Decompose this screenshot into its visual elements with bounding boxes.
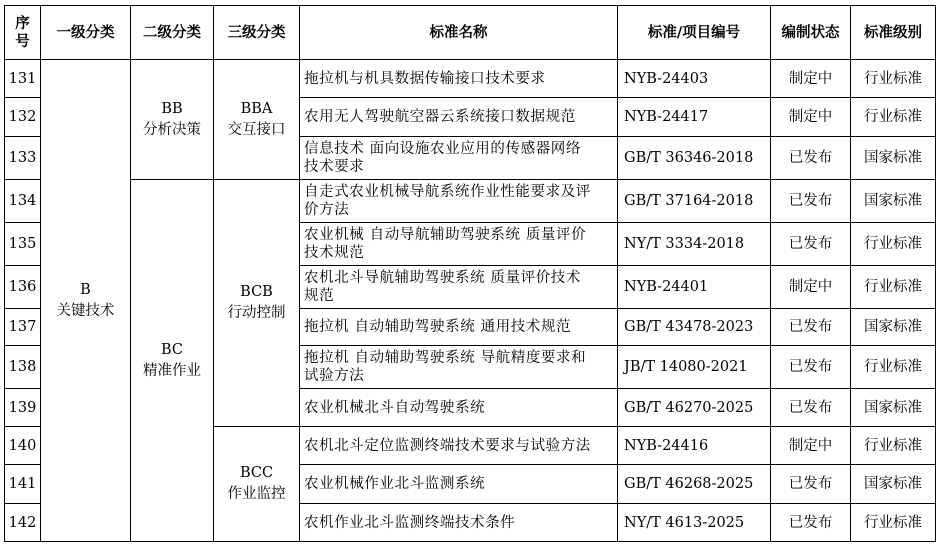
seq-cell: 136: [5, 266, 41, 309]
status-cell: 制定中: [771, 60, 851, 98]
table-row: [5, 180, 936, 223]
standard-code-cell: GB/T 37164-2018: [618, 180, 771, 223]
level1-code: B: [80, 281, 91, 298]
header-level1: 一级分类: [41, 6, 131, 60]
level2-category-cell: [131, 60, 214, 180]
standard-name-cell: 拖拉机与机具数据传输接口技术要求: [300, 60, 618, 98]
standard-code-cell: GB/T 36346-2018: [618, 137, 771, 180]
standard-name-cell: 拖拉机 自动辅助驾驶系统 通用技术规范: [300, 309, 618, 346]
standard-name-cell: 农机北斗定位监测终端技术要求与试验方法: [300, 427, 618, 465]
level3-name: 行动控制: [227, 305, 286, 321]
seq-cell: 142: [5, 504, 41, 542]
standard-code-cell: NYB-24416: [618, 427, 771, 465]
level3-category-cell: [214, 180, 300, 427]
table-row: [5, 60, 936, 98]
status-cell: 已发布: [771, 389, 851, 427]
seq-cell: 135: [5, 223, 41, 266]
status-cell: 已发布: [771, 504, 851, 542]
status-cell: 已发布: [771, 223, 851, 266]
standard-code-cell: NYB-24403: [618, 60, 771, 98]
standard-code-cell: GB/T 46270-2025: [618, 389, 771, 427]
header-code: 标准/项目编号: [618, 6, 771, 60]
level-cell: 国家标准: [851, 180, 936, 223]
status-cell: 已发布: [771, 465, 851, 504]
status-cell: 已发布: [771, 137, 851, 180]
seq-cell: 137: [5, 309, 41, 346]
standard-code-cell: NYB-24417: [618, 98, 771, 137]
standards-table: [4, 5, 936, 542]
level2-code: BC: [160, 341, 184, 358]
status-cell: 已发布: [771, 309, 851, 346]
header-name: 标准名称: [300, 6, 618, 60]
level-cell: 行业标准: [851, 60, 936, 98]
level-cell: 行业标准: [851, 223, 936, 266]
standard-name-cell: 农机作业北斗监测终端技术条件: [300, 504, 618, 542]
seq-cell: 140: [5, 427, 41, 465]
level2-category-cell: [131, 180, 214, 542]
level3-name: 作业监控: [227, 486, 286, 502]
level2-code: BB: [161, 100, 183, 117]
seq-cell: 141: [5, 465, 41, 504]
standard-code-cell: JB/T 14080-2021: [618, 346, 771, 389]
standard-name-cell: 农业机械北斗自动驾驶系统: [300, 389, 618, 427]
header-row: [5, 6, 936, 60]
standard-name-cell: 农业机械作业北斗监测系统: [300, 465, 618, 504]
standard-code-cell: NY/T 4613-2025: [618, 504, 771, 542]
header-level: 标准级别: [851, 6, 936, 60]
level-cell: 国家标准: [851, 137, 936, 180]
level3-category-cell: [214, 427, 300, 542]
standard-name-cell: 拖拉机 自动辅助驾驶系统 导航精度要求和 试验方法: [300, 346, 618, 389]
seq-cell: 134: [5, 180, 41, 223]
status-cell: 已发布: [771, 346, 851, 389]
standard-code-cell: NYB-24401: [618, 266, 771, 309]
seq-cell: 138: [5, 346, 41, 389]
standard-name-cell: 农用无人驾驶航空器云系统接口数据规范: [300, 98, 618, 137]
seq-cell: 132: [5, 98, 41, 137]
level1-name: 关键技术: [56, 302, 115, 319]
level3-category-cell: [214, 60, 300, 180]
standard-name-cell: 自走式农业机械导航系统作业性能要求及评 价方法: [300, 180, 618, 223]
header-level3: 三级分类: [214, 6, 300, 60]
status-cell: 制定中: [771, 98, 851, 137]
level1-category-cell: [41, 60, 131, 542]
status-cell: 制定中: [771, 266, 851, 309]
level-cell: 国家标准: [851, 309, 936, 346]
level3-code: BBA: [240, 100, 273, 117]
level-cell: 国家标准: [851, 465, 936, 504]
level-cell: 行业标准: [851, 98, 936, 137]
header-level2: 二级分类: [131, 6, 214, 60]
header-seq: 序 号: [5, 6, 41, 60]
level-cell: 行业标准: [851, 504, 936, 542]
standard-code-cell: GB/T 46268-2025: [618, 465, 771, 504]
seq-cell: 131: [5, 60, 41, 98]
standard-code-cell: NY/T 3334-2018: [618, 223, 771, 266]
standard-name-cell: 农业机械 自动导航辅助驾驶系统 质量评价 技术规范: [300, 223, 618, 266]
seq-cell: 139: [5, 389, 41, 427]
level2-name: 精准作业: [143, 362, 201, 379]
level-cell: 行业标准: [851, 266, 936, 309]
level-cell: 行业标准: [851, 427, 936, 465]
standard-code-cell: GB/T 43478-2023: [618, 309, 771, 346]
standard-name-cell: 信息技术 面向设施农业应用的传感器网络 技术要求: [300, 137, 618, 180]
level3-code: BCB: [240, 284, 273, 300]
status-cell: 已发布: [771, 180, 851, 223]
header-status: 编制状态: [771, 6, 851, 60]
seq-cell: 133: [5, 137, 41, 180]
level3-name: 交互接口: [227, 121, 286, 138]
level3-code: BCC: [239, 465, 274, 481]
level-cell: 行业标准: [851, 346, 936, 389]
standard-name-cell: 农机北斗导航辅助驾驶系统 质量评价技术 规范: [300, 266, 618, 309]
status-cell: 制定中: [771, 427, 851, 465]
level2-name: 分析决策: [143, 121, 201, 138]
level-cell: 国家标准: [851, 389, 936, 427]
